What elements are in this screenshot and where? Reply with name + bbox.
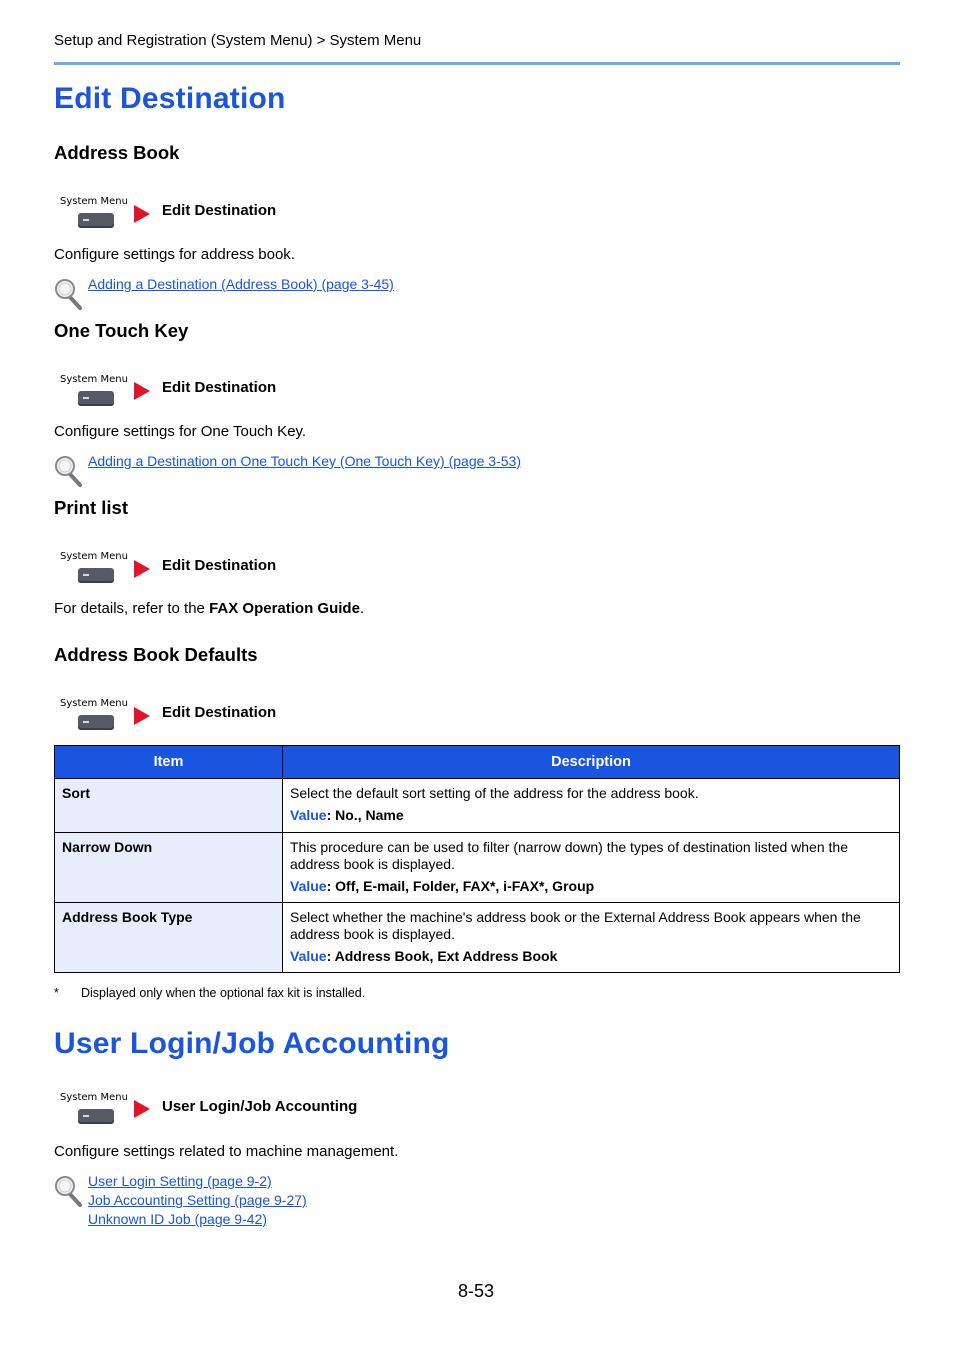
value-label: Value <box>290 948 327 964</box>
system-menu-key-icon: System Menu <box>54 1092 124 1128</box>
table-row <box>55 833 900 903</box>
row-item-label: Narrow Down <box>55 833 283 903</box>
page-number: 8-53 <box>458 1281 495 1301</box>
value-label: Value <box>290 878 327 894</box>
link-adding-destination-one-touch-key[interactable]: Adding a Destination on One Touch Key (One Touch Key) (page 3-53) <box>88 453 521 469</box>
nav-label: Edit Destination <box>162 557 277 574</box>
arrow-right-icon <box>134 1100 150 1118</box>
header-divider <box>54 62 900 65</box>
section-heading-print-list: Print list <box>54 497 129 518</box>
section-heading-address-book: Address Book <box>54 142 180 163</box>
value-label: Value <box>290 807 327 823</box>
nav-path-address-book-defaults <box>54 698 354 738</box>
table-row <box>55 903 900 973</box>
system-menu-key-icon: System Menu <box>54 374 124 410</box>
magnifier-icon <box>54 455 84 487</box>
nav-path-user-login <box>54 1092 454 1132</box>
table-row <box>55 779 900 833</box>
system-menu-key-icon: System Menu <box>54 196 124 232</box>
link-user-login-setting[interactable]: User Login Setting (page 9-2) <box>88 1173 272 1189</box>
nav-path-one-touch-key <box>54 374 354 414</box>
description-print-list: For details, refer to the FAX Operation Guide. <box>54 600 365 617</box>
arrow-right-icon <box>134 560 150 578</box>
nav-label: Edit Destination <box>162 202 277 219</box>
section-heading-one-touch-key: One Touch Key <box>54 320 189 341</box>
row-item-label: Sort <box>55 779 283 833</box>
nav-label: Edit Destination <box>162 704 277 721</box>
value-options: : No., Name <box>326 807 404 823</box>
nav-path-address-book <box>54 196 354 236</box>
row-description: Select the default sort setting of the address for the address book. Value: No., Name <box>283 779 900 833</box>
table-header-row <box>55 746 900 779</box>
system-menu-key-icon: System Menu <box>54 698 124 734</box>
link-job-accounting-setting[interactable]: Job Accounting Setting (page 9-27) <box>88 1192 307 1208</box>
column-header-item: Item <box>55 746 283 779</box>
link-unknown-id-job[interactable]: Unknown ID Job (page 9-42) <box>88 1211 267 1227</box>
section-heading-address-book-defaults: Address Book Defaults <box>54 644 258 665</box>
link-adding-destination-address-book[interactable]: Adding a Destination (Address Book) (page 3-45) <box>88 276 394 292</box>
value-options: : Address Book, Ext Address Book <box>326 948 558 964</box>
breadcrumb: Setup and Registration (System Menu) > System Menu <box>54 32 422 49</box>
description-address-book: Configure settings for address book. <box>54 246 295 263</box>
address-book-defaults-table <box>54 745 900 973</box>
page-title: Edit Destination <box>54 82 286 115</box>
magnifier-icon <box>54 1175 84 1207</box>
magnifier-icon <box>54 278 84 310</box>
arrow-right-icon <box>134 205 150 223</box>
footnote <box>54 986 365 1000</box>
arrow-right-icon <box>134 707 150 725</box>
section-title-user-login: User Login/Job Accounting <box>54 1027 450 1060</box>
footnote-mark: * <box>54 986 59 1000</box>
column-header-description: Description <box>283 746 900 779</box>
nav-label: Edit Destination <box>162 379 277 396</box>
value-options: : Off, E-mail, Folder, FAX*, i-FAX*, Group <box>326 878 595 894</box>
fax-operation-guide-ref: FAX Operation Guide <box>209 600 360 617</box>
nav-path-print-list <box>54 551 354 591</box>
row-description: This procedure can be used to filter (narrow down) the types of destination listed when the address book is displayed. Value: Off, E-mail, Folder, FAX*, i-FAX*, Group <box>283 833 900 903</box>
description-one-touch-key: Configure settings for One Touch Key. <box>54 423 307 440</box>
arrow-right-icon <box>134 382 150 400</box>
footnote-text: Displayed only when the optional fax kit is installed. <box>81 986 366 1000</box>
nav-label: User Login/Job Accounting <box>162 1098 358 1115</box>
system-menu-key-icon: System Menu <box>54 551 124 587</box>
row-description: Select whether the machine's address book or the External Address Book appears when the address book is displayed. Value: Address Book, Ext Address Book <box>283 903 900 973</box>
description-user-login: Configure settings related to machine management. <box>54 1143 399 1160</box>
row-item-label: Address Book Type <box>55 903 283 973</box>
